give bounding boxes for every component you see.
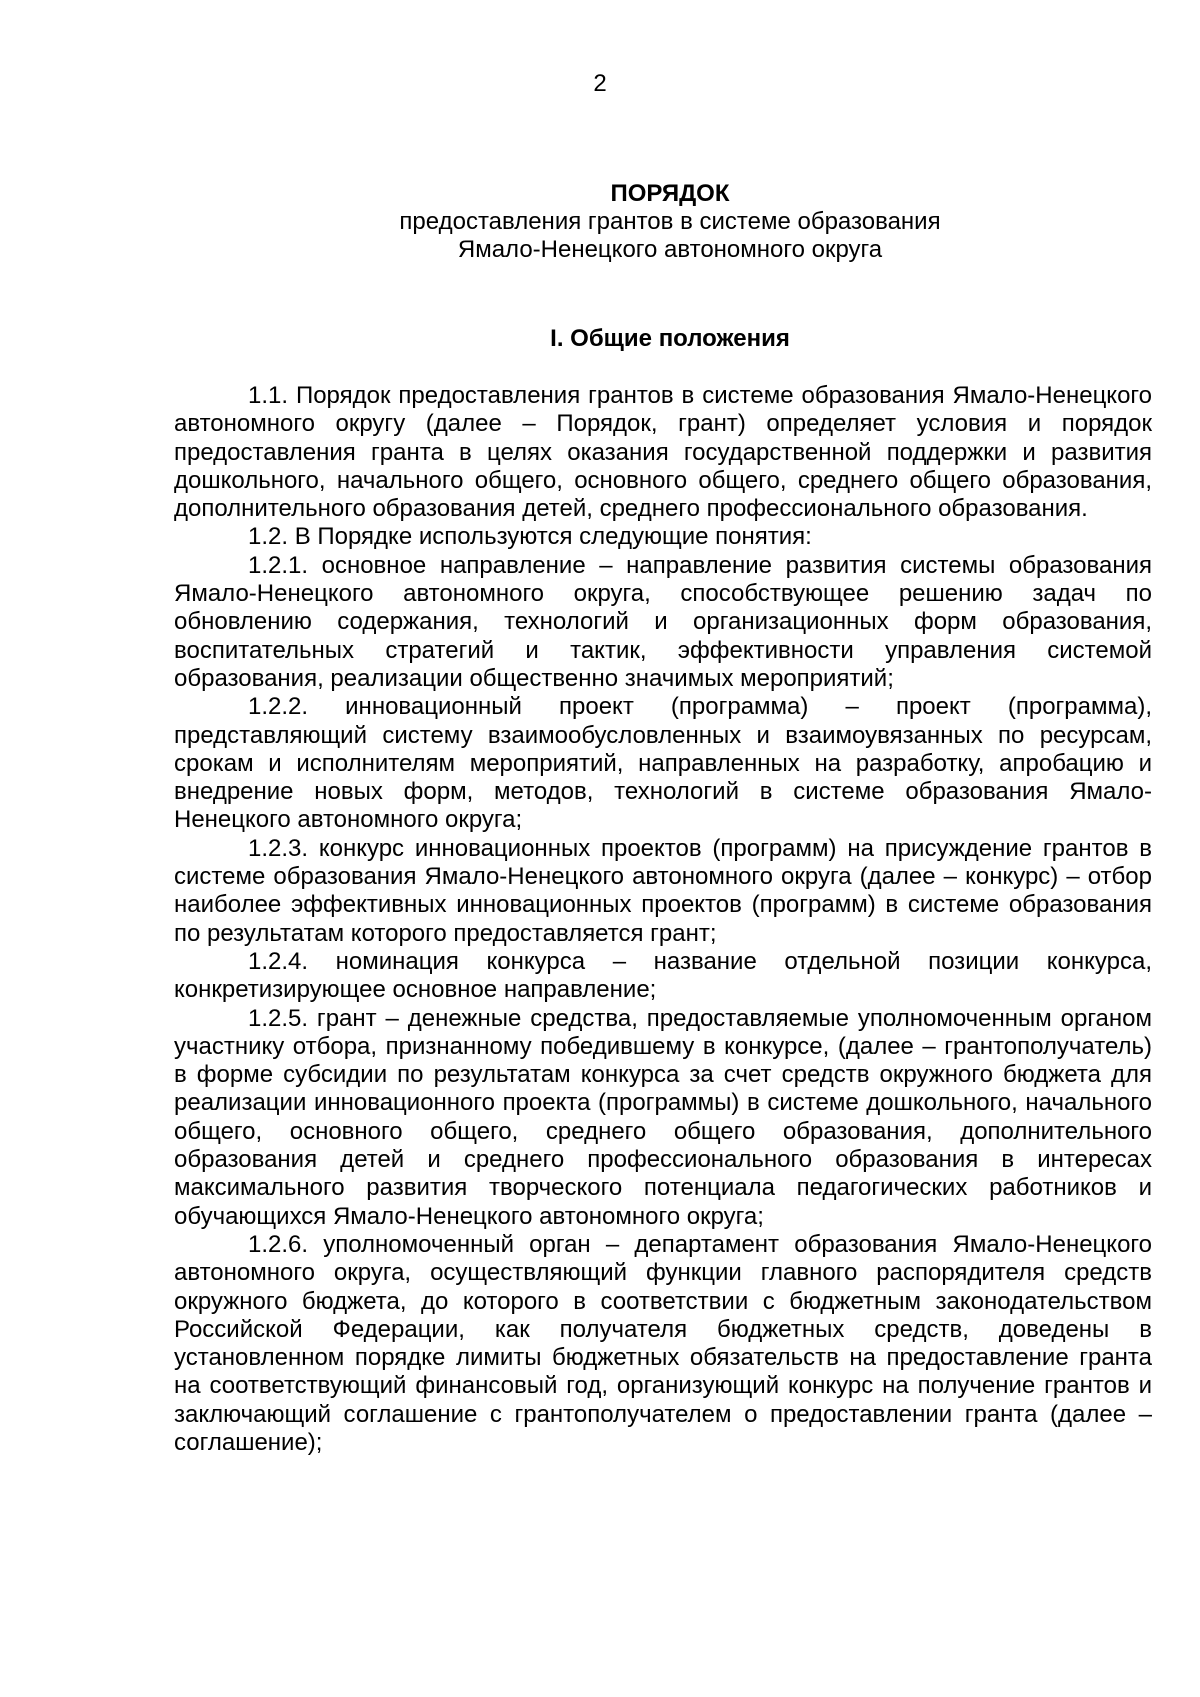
paragraph-1-2: 1.2. В Порядке используются следующие понятия: [248,523,812,551]
document-subtitle-line-2: Ямало-Ненецкого автономного округа [457,236,883,263]
paragraph-1-2-2: 1.2.2. инновационный проект (программа) – проект (программа), представляющий систему взаимообусловленных и взаимоувязанных по ресурсам, срокам и исполнителям мероприятий, направленных на разработку, апробацию и внедрение новых форм, методов, технологий в системе образования Ямало-Ненецкого автономного округа; [174,693,1152,834]
document-subtitle-line-1: предоставления грантов в системе образования [399,208,941,235]
paragraph-1-2-1: 1.2.1. основное направление – направление развития системы образования Ямало-Ненецкого автономного округа, способствующее решению задач по обновлению содержания, технологий и организационных форм образования, воспитательных стратегий и тактик, эффективности управления системой образования, реализации общественно значимых мероприятий; [174,551,1152,692]
paragraph-1-2-3: 1.2.3. конкурс инновационных проектов (программ) на присуждение грантов в системе образования Ямало-Ненецкого автономного округа (далее – конкурс) – отбор наиболее эффективных инновационных проектов (программ) в системе образования по результатам которого предоставляется грант; [174,834,1152,947]
paragraph-1-2-5: 1.2.5. грант – денежные средства, предоставляемые уполномоченным органом участнику отбора, признанному победившему в конкурсе, (далее – грантополучатель) в форме субсидии по результатам конкурса за счет средств окружного бюджета для реализации инновационного проекта (программы) в системе дошкольного, начального общего, основного общего, среднего общего образования, дополнительного образования детей и среднего профессионального образования в интересах максимального развития творческого потенциала педагогических работников и обучающихся Ямало-Ненецкого автономного округа; [174,1004,1152,1230]
document-header [170,180,1170,264]
section-heading: I. Общие положения [550,325,790,352]
document-body [174,382,1152,1457]
page-number: 2 [593,70,607,97]
document-title: ПОРЯДОК [610,180,730,207]
paragraph-1-2-6: 1.2.6. уполномоченный орган – департамент образования Ямало-Ненецкого автономного округа, осуществляющий функции главного распорядителя средств окружного бюджета, до которого в соответствии с бюджетным законодательством Российской Федерации, как получателя бюджетных средств, доведены в установленном порядке лимиты бюджетных обязательств на предоставление гранта на соответствующий финансовый год, организующий конкурс на получение грантов и заключающий соглашение с грантополучателем о предоставлении гранта (далее – соглашение); [174,1230,1152,1456]
paragraph-1-2-4: 1.2.4. номинация конкурса – название отдельной позиции конкурса, конкретизирующее основное направление; [174,947,1152,1004]
paragraph-1-1: 1.1. Порядок предоставления грантов в системе образования Ямало-Ненецкого автономного округу (далее – Порядок, грант) определяет условия и порядок предоставления гранта в целях оказания государственной поддержки и развития дошкольного, начального общего, основного общего, среднего общего образования, дополнительного образования детей, среднего профессионального образования. [174,382,1152,523]
